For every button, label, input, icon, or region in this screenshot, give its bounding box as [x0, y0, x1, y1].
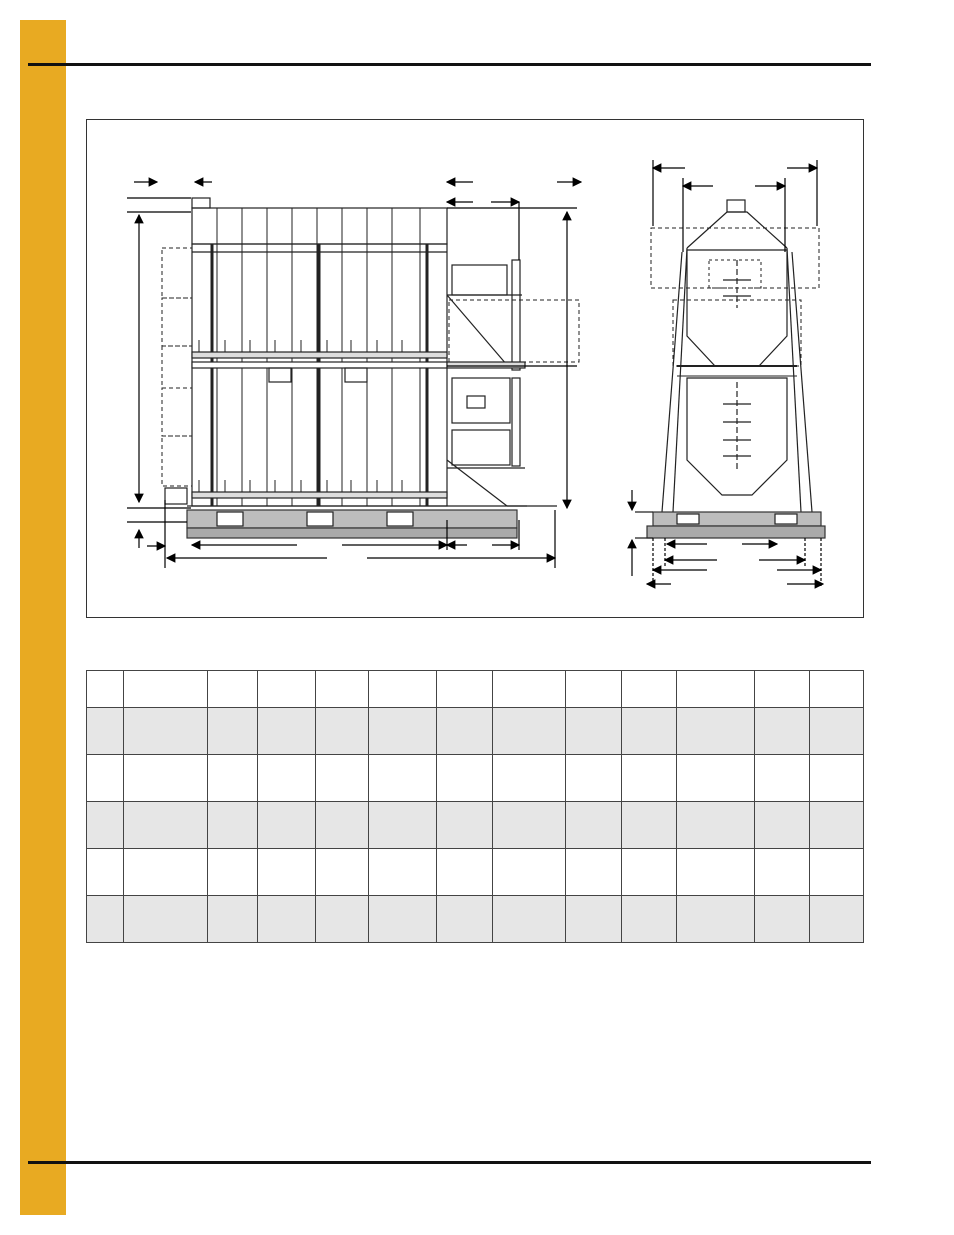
table-cell	[437, 849, 493, 896]
table-cell	[566, 802, 622, 849]
dryer-drawing-svg	[87, 120, 863, 617]
table-cell	[208, 802, 258, 849]
table-cell	[755, 896, 810, 943]
table-cell	[124, 802, 208, 849]
table-cell	[677, 896, 755, 943]
dimension-drawing	[86, 119, 864, 618]
table-row	[87, 849, 864, 896]
header-cell	[258, 671, 316, 708]
table-cell	[87, 755, 124, 802]
header-cell	[810, 671, 864, 708]
header-cell	[369, 671, 437, 708]
table-cell	[566, 896, 622, 943]
table-cell	[124, 755, 208, 802]
table-cell	[677, 849, 755, 896]
header-cell	[677, 671, 755, 708]
header-cell	[566, 671, 622, 708]
table-cell	[566, 849, 622, 896]
table-cell	[258, 755, 316, 802]
table-cell	[493, 755, 566, 802]
table-cell	[493, 849, 566, 896]
table-cell	[755, 849, 810, 896]
table-cell	[208, 849, 258, 896]
table-cell	[622, 708, 677, 755]
table-cell	[208, 896, 258, 943]
table-row	[87, 896, 864, 943]
header-cell	[493, 671, 566, 708]
table-cell	[258, 708, 316, 755]
header-cell	[755, 671, 810, 708]
header-cell	[316, 671, 369, 708]
chapter-tab	[20, 20, 66, 1215]
table-cell	[566, 708, 622, 755]
table-cell	[622, 755, 677, 802]
table-cell	[622, 849, 677, 896]
table-cell	[755, 802, 810, 849]
table-cell	[810, 849, 864, 896]
side-view	[162, 198, 579, 538]
table-cell	[208, 708, 258, 755]
table-header-row	[87, 671, 864, 708]
table-cell	[124, 708, 208, 755]
end-view	[635, 200, 825, 538]
table-cell	[810, 708, 864, 755]
table-cell	[493, 708, 566, 755]
table-cell	[493, 896, 566, 943]
header-cell	[622, 671, 677, 708]
table-cell	[316, 896, 369, 943]
table-cell	[810, 755, 864, 802]
table-row	[87, 802, 864, 849]
table-cell	[258, 802, 316, 849]
table-cell	[493, 802, 566, 849]
table-cell	[622, 896, 677, 943]
table-cell	[369, 755, 437, 802]
table-cell	[87, 802, 124, 849]
table-cell	[622, 802, 677, 849]
table-row	[87, 708, 864, 755]
table-cell	[258, 849, 316, 896]
table-cell	[369, 708, 437, 755]
table-cell	[437, 708, 493, 755]
table-cell	[437, 896, 493, 943]
table-cell	[316, 849, 369, 896]
table-cell	[316, 755, 369, 802]
table-cell	[316, 802, 369, 849]
table-cell	[87, 896, 124, 943]
table-cell	[316, 708, 369, 755]
table-row	[87, 755, 864, 802]
header-cell	[208, 671, 258, 708]
table-cell	[810, 896, 864, 943]
table-cell	[677, 755, 755, 802]
table-cell	[124, 849, 208, 896]
table-cell	[755, 708, 810, 755]
table-cell	[437, 802, 493, 849]
header-rule	[28, 63, 871, 66]
table-cell	[677, 802, 755, 849]
table-cell	[258, 896, 316, 943]
table-cell	[677, 708, 755, 755]
table-cell	[124, 896, 208, 943]
table-cell	[755, 755, 810, 802]
table-cell	[437, 755, 493, 802]
table-cell	[208, 755, 258, 802]
table-cell	[369, 849, 437, 896]
table-cell	[566, 755, 622, 802]
table-cell	[87, 708, 124, 755]
table-cell	[369, 802, 437, 849]
footer-rule	[28, 1161, 871, 1164]
table-cell	[810, 802, 864, 849]
header-cell	[124, 671, 208, 708]
table-cell	[369, 896, 437, 943]
table-cell	[87, 849, 124, 896]
header-cell	[87, 671, 124, 708]
dimension-table	[86, 670, 864, 943]
header-cell	[437, 671, 493, 708]
